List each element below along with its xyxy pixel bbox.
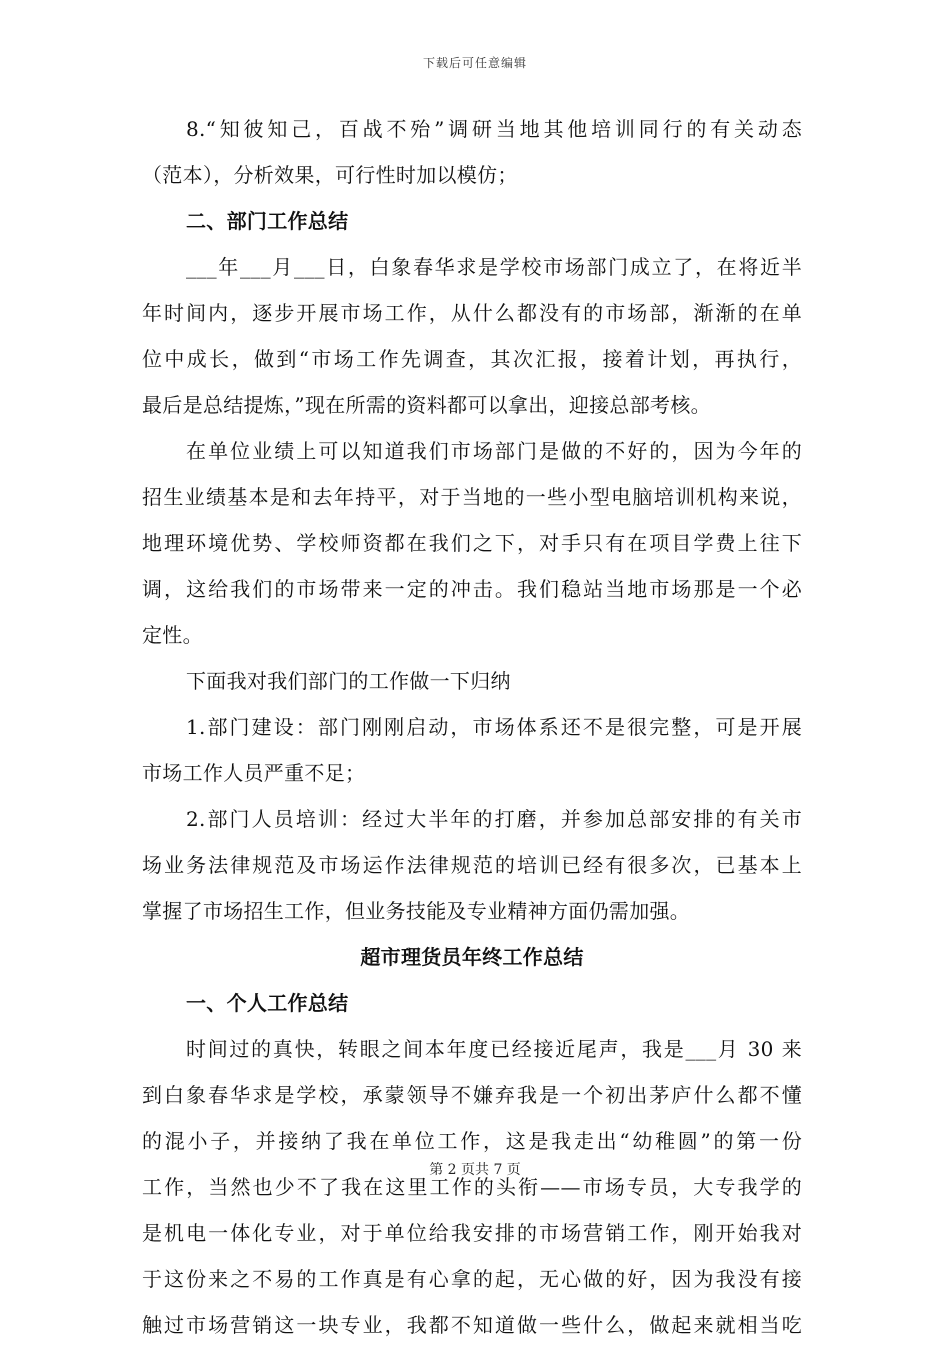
section-heading: 一、个人工作总结 — [186, 991, 349, 1015]
text-line: 掌握了市场招生工作，但业务技能及专业精神方面仍需加强。 — [142, 899, 691, 923]
text-line: 市场工作人员严重不足； — [142, 761, 366, 785]
page-footer: 第 2 页共 7 页 — [429, 1162, 521, 1178]
text-line: 场业务法律规范及市场运作法律规范的培训已经有很多次，已基本上 — [142, 853, 802, 877]
text-line: 时间过的真快，转眼之间本年度已经接近尾声，我是___月 30 来 — [186, 1037, 802, 1061]
text-line: 到白象春华求是学校，承蒙领导不嫌弃我是一个初出茅庐什么都不懂 — [142, 1083, 802, 1107]
text-line: 位中成长，做到“市场工作先调查，其次汇报，接着计划，再执行， — [142, 347, 802, 371]
text-line: 调，这给我们的市场带来一定的冲击。我们稳站当地市场那是一个必 — [142, 577, 802, 601]
text-line: 的混小子，并接纳了我在单位工作，这是我走出“幼稚圆”的第一份 — [142, 1129, 802, 1153]
text-line: 是机电一体化专业，对于单位给我安排的市场营销工作，刚开始我对 — [142, 1221, 802, 1245]
text-line: 8.“知彼知己，百战不殆”调研当地其他培训同行的有关动态 — [186, 117, 802, 141]
text-line: ___年___月___日，白象春华求是学校市场部门成立了，在将近半 — [186, 255, 802, 279]
section-heading: 二、部门工作总结 — [186, 209, 349, 233]
text-line: 招生业绩基本是和去年持平，对于当地的一些小型电脑培训机构来说， — [142, 485, 802, 509]
text-line: 地理环境优势、学校师资都在我们之下，对手只有在项目学费上往下 — [142, 531, 802, 555]
page-header: 下载后可任意编辑 — [422, 56, 527, 70]
text-line: 1.部门建设：部门刚刚启动，市场体系还不是很完整，可是开展 — [186, 715, 802, 739]
text-line: 2.部门人员培训：经过大半年的打磨，并参加总部安排的有关市 — [186, 807, 802, 831]
text-line: 工作，当然也少不了我在这里工作的头衔——市场专员，大专我学的 — [142, 1175, 802, 1199]
text-line: 在单位业绩上可以知道我们市场部门是做的不好的，因为今年的 — [186, 439, 802, 463]
text-line: 触过市场营销这一块专业，我都不知道做一些什么，做起来就相当吃 — [142, 1313, 802, 1337]
text-line: （范本），分析效果，可行性时加以模仿； — [142, 163, 518, 187]
text-line: 定性。 — [142, 623, 203, 647]
text-line: 下面我对我们部门的工作做一下归纳 — [186, 669, 511, 693]
document-title: 超市理货员年终工作总结 — [360, 945, 584, 969]
text-line: 年时间内，逐步开展市场工作，从什么都没有的市场部，渐渐的在单 — [142, 301, 802, 325]
text-line: 于这份来之不易的工作真是有心拿的起，无心做的好，因为我没有接 — [142, 1267, 802, 1291]
text-line: 最后是总结提炼，”现在所需的资料都可以拿出，迎接总部考核。 — [142, 393, 711, 417]
